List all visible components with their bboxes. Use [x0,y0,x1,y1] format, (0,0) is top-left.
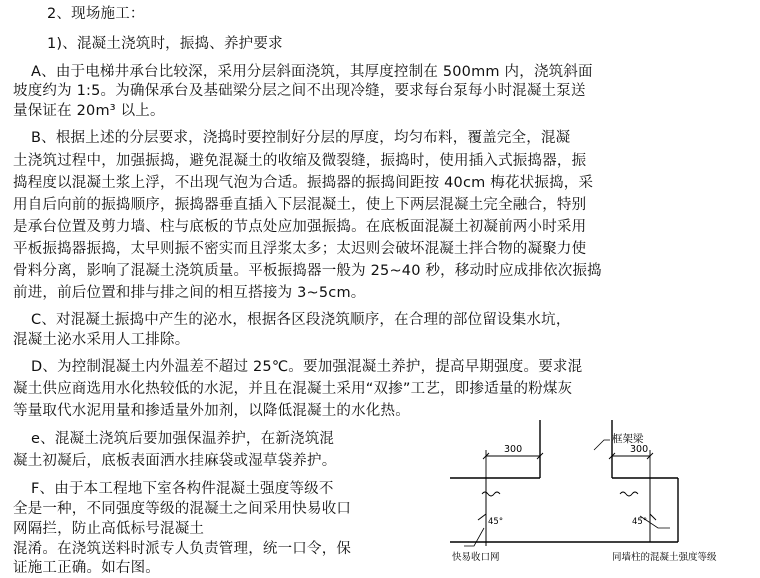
paragraph-b-line: 平板振捣器振捣，太早则振不密实而且浮浆太多；太迟则会破坏混凝土拌合物的凝聚力使 [13,241,587,257]
paragraph-b-line: 捣程度以混凝土浆上浮，不出现气泡为合适。振捣器的振捣间距按 40cm 梅花状振捣，采 [13,175,594,191]
paragraph-b-line: B、根据上述的分层要求，浇捣时要控制好分层的厚度，均匀布料，覆盖完全，混凝 [31,130,571,146]
paragraph-b-line: 前进，前后位置和排与排之间的相互搭接为 3~5cm。 [13,285,366,301]
paragraph-b-line: 用自后向前的振捣顺序，振捣器垂直插入下层混凝土，使上下两层混凝土完全融合，特别 [13,197,587,213]
paragraph-a-line: 坡度约为 1:5。为确保承台及基础梁分层之间不出现冷缝，要求每台泵每小时混凝土泵送 [13,83,586,99]
paragraph-e-line: e、混凝土浇筑后要加强保温养护，在新浇筑混 [31,431,335,447]
paragraph-c-line: C、对混凝土振捣中产生的泌水，根据各区段浇筑顺序，在合理的部位留设集水坑， [31,312,571,328]
label-column-grade: 同墙柱的混凝土强度等级 [612,552,717,563]
paragraph-e-line: 凝土初凝后，底板表面洒水挂麻袋或湿草袋养护。 [13,453,337,469]
construction-joint-diagram [444,420,756,566]
paragraph-d-line: D、为控制混凝土内外温差不超过 25℃。要加强混凝土养护，提高早期强度。要求混 [31,359,583,375]
paragraph-f-line: 混淆。在浇筑送料时派专人负责管理，统一口令，保 [13,541,352,557]
label-frame-beam: 框架梁 [612,433,644,445]
paragraph-f-line: 全是一种，不同强度等级的混凝土之间采用快易收口 [13,501,352,517]
paragraph-f-line: 网隔拦，防止高低标号混凝土 [13,521,205,537]
paragraph-a-line: A、由于电梯井承台比较深，采用分层斜面浇筑，其厚度控制在 500mm 内，浇筑斜面 [31,64,593,80]
paragraph-c-line: 混凝土泌水采用人工排除。 [13,332,190,348]
mesh-boundaries [478,478,656,546]
dim-left: 300 [504,444,523,455]
paragraph-f-line: 证施工正确。如右图。 [13,560,160,576]
section-heading: 2、现场施工： [47,6,145,22]
paragraph-b-line: 是承台位置及剪力墙、柱与底板的节点处应加强振捣。在底板面混凝土初凝前两小时采用 [13,219,587,235]
paragraph-d-line: 凝土供应商选用水化热较低的水泥，并且在混凝土采用“双掺”工艺，即掺适量的粉煤灰 [13,381,573,397]
mesh-zigzag-right [620,492,638,496]
paragraph-b-line: 骨料分离，影响了混凝土浇筑质量。平板振捣器一般为 25~40 秒，移动时应成排依次振捣 [13,263,602,279]
angle-left: 45° [488,517,504,527]
mesh-zigzag-left [482,492,500,496]
paragraph-f-line: F、由于本工程地下室各构件混凝土强度等级不 [31,481,334,497]
paragraph-a-line: 量保证在 20m³ 以上。 [13,103,165,119]
dim-right: 300 [630,444,649,455]
angle-right: 45° [632,517,648,527]
paragraph-b-line: 土浇筑过程中，加强振捣，避免混凝土的收缩及微裂缝，振捣时，使用插入式振捣器，振 [13,153,587,169]
sub-heading: 1)、混凝土浇筑时，振捣、养护要求 [47,36,283,52]
paragraph-d-line: 等量取代水泥用量和掺适量外加剂，以降低混凝土的水化热。 [13,403,410,419]
label-mesh: 快易收口网 [452,552,500,563]
